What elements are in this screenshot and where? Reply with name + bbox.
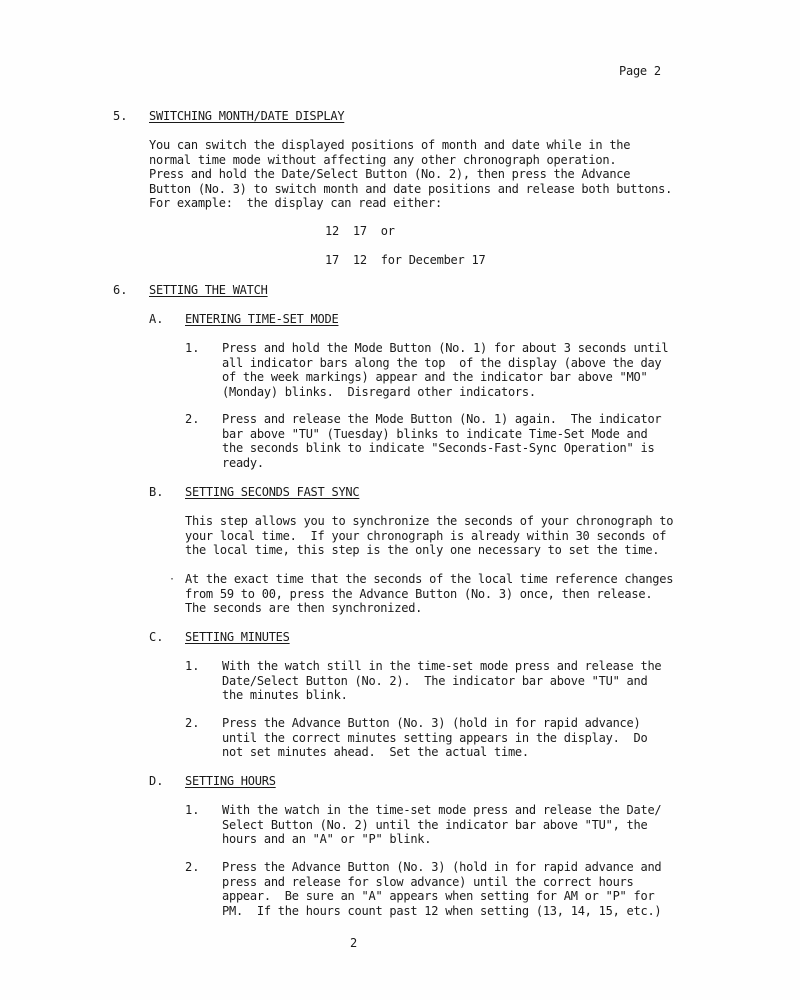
section-6-title: SETTING THE WATCH bbox=[149, 283, 268, 297]
subsection-c-item-2-num: 2. bbox=[185, 716, 200, 730]
page-header-label: Page 2 bbox=[619, 64, 661, 78]
subsection-c-letter: C. bbox=[149, 630, 164, 644]
subsection-a-letter: A. bbox=[149, 312, 164, 326]
subsection-b-paragraph-2: At the exact time that the seconds of the local time reference changes from 59 to 00, press the Advance Button (No. 3) once, then release. The seconds are then synchronized. bbox=[185, 572, 674, 616]
subsection-c-item-1-num: 1. bbox=[185, 659, 200, 673]
subsection-d-item-2-num: 2. bbox=[185, 860, 200, 874]
subsection-a-item-2-text: Press and release the Mode Button (No. 1) again. The indicator bar above "TU" (Tuesday) blinks to indicate Time-Set Mode and the seconds blink to indicate "Seconds-Fast-Sync Operation" is ready. bbox=[222, 412, 662, 470]
subsection-c-item-1-text: With the watch still in the time-set mode press and release the Date/Select Button (No. 2). The indicator bar above "TU" and the minutes blink. bbox=[222, 659, 662, 703]
subsection-b-title: SETTING SECONDS FAST SYNC bbox=[185, 485, 360, 499]
subsection-c-item-2-text: Press the Advance Button (No. 3) (hold in for rapid advance) until the correct minutes setting appears in the display. Do not set minutes ahead. Set the actual time. bbox=[222, 716, 648, 760]
subsection-d-item-1-text: With the watch in the time-set mode press and release the Date/ Select Button (No. 2) until the indicator bar above "TU", the hours and an "A" or "P" blink. bbox=[222, 803, 662, 847]
subsection-b-paragraph-1: This step allows you to synchronize the seconds of your chronograph to your local time. If your chronograph is already within 30 seconds of the local time, this step is the only one necessary to set the time. bbox=[185, 514, 674, 558]
subsection-a-item-1-num: 1. bbox=[185, 341, 200, 355]
subsection-a-title: ENTERING TIME-SET MODE bbox=[185, 312, 339, 326]
subsection-d-item-1-num: 1. bbox=[185, 803, 200, 817]
section-5-title: SWITCHING MONTH/DATE DISPLAY bbox=[149, 109, 345, 123]
section-6-number: 6. bbox=[113, 283, 128, 297]
stray-mark: · bbox=[169, 574, 176, 585]
page-number: 2 bbox=[350, 936, 358, 950]
subsection-c-title: SETTING MINUTES bbox=[185, 630, 290, 644]
subsection-d-letter: D. bbox=[149, 774, 164, 788]
section-5-number: 5. bbox=[113, 109, 128, 123]
section-5-example-1: 12 17 or bbox=[325, 224, 395, 238]
subsection-b-letter: B. bbox=[149, 485, 164, 499]
subsection-d-title: SETTING HOURS bbox=[185, 774, 276, 788]
subsection-a-item-1-text: Press and hold the Mode Button (No. 1) for about 3 seconds until all indicator bars along the top of the display (above the day of the week markings) appear and the indicator bar above "MO" (Monday) blinks. Disregard other indicators. bbox=[222, 341, 669, 399]
section-5-body: You can switch the displayed positions of month and date while in the normal time mode without affecting any other chronograph operation. Press and hold the Date/Select Button (No. 2), then press the Advance Button (No. 3) to switch month and date positions and release both buttons. For example: the display can read either: bbox=[149, 138, 673, 211]
section-5-example-2: 17 12 for December 17 bbox=[325, 253, 486, 267]
subsection-d-item-2-text: Press the Advance Button (No. 3) (hold in for rapid advance and press and release for slow advance) until the correct hours appear. Be sure an "A" appears when setting for AM or "P" for PM. If the hours count past 12 when setting (13, 14, 15, etc.) bbox=[222, 860, 662, 918]
subsection-a-item-2-num: 2. bbox=[185, 412, 200, 426]
